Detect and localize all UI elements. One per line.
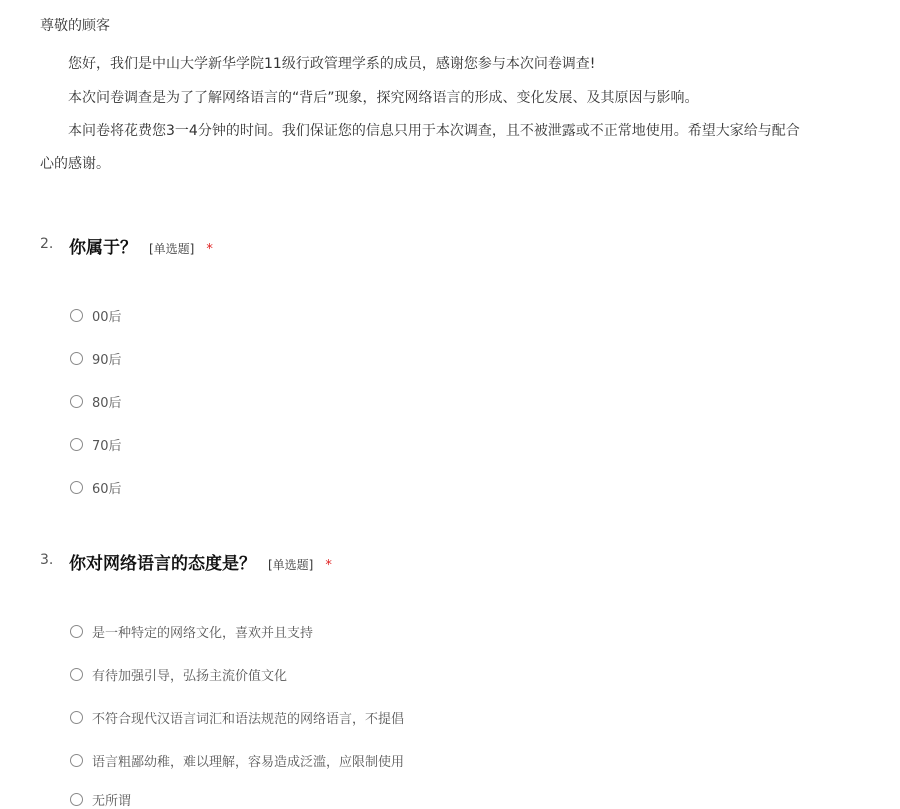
intro-paragraph: 您好，我们是中山大学新华学院11级行政管理学系的成员，感谢您参与本次问卷调查!	[68, 56, 596, 72]
option-support[interactable]	[70, 621, 313, 641]
radio-button[interactable]	[70, 793, 83, 806]
option-label: 00后	[92, 309, 122, 325]
question-title	[69, 549, 332, 574]
radio-button[interactable]	[70, 481, 83, 494]
option-70s[interactable]	[70, 434, 122, 454]
intro-paragraph: 本问卷将花费您3一4分钟的时间。我们保证您的信息只用于本次调查，且不被泄露或不正常地使用。希望大家给与配合	[68, 123, 800, 139]
required-marker: *	[325, 558, 332, 573]
option-not-recommend[interactable]	[70, 707, 404, 727]
question-type-label: [单选题]	[268, 558, 314, 572]
radio-button[interactable]	[70, 754, 83, 767]
radio-button[interactable]	[70, 711, 83, 724]
radio-button[interactable]	[70, 395, 83, 408]
radio-button[interactable]	[70, 625, 83, 638]
option-restrict[interactable]	[70, 750, 404, 770]
intro-paragraph: 本次问卷调查是为了了解网络语言的“背后”现象，探究网络语言的形成、变化发展、及其原因与影响。	[68, 90, 699, 106]
option-label: 有待加强引导，弘扬主流价值文化	[92, 668, 288, 684]
option-00s[interactable]	[70, 305, 122, 325]
option-guide[interactable]	[70, 664, 287, 684]
intro-paragraph-continued: 心的感谢。	[40, 156, 110, 172]
question-number: 2.	[40, 236, 54, 252]
option-label: 是一种特定的网络文化，喜欢并且支持	[92, 625, 314, 641]
option-80s[interactable]	[70, 391, 122, 411]
option-60s[interactable]	[70, 477, 122, 497]
option-label: 60后	[92, 481, 122, 497]
option-label: 90后	[92, 352, 122, 368]
option-label: 语言粗鄙幼稚，难以理解，容易造成泛滥，应限制使用	[92, 754, 405, 770]
radio-button[interactable]	[70, 438, 83, 451]
question-number: 3.	[40, 552, 54, 568]
question-type-label: [单选题]	[149, 242, 195, 256]
question-title-text: 你属于？	[69, 238, 137, 258]
option-label: 70后	[92, 438, 122, 454]
radio-button[interactable]	[70, 352, 83, 365]
option-90s[interactable]	[70, 348, 122, 368]
question-title	[69, 233, 213, 258]
radio-button[interactable]	[70, 668, 83, 681]
question-title-text: 你对网络语言的态度是？	[69, 554, 256, 574]
option-label: 不符合现代汉语言词汇和语法规范的网络语言，不提倡	[92, 711, 405, 727]
greeting-title: 尊敬的顾客	[40, 18, 110, 34]
option-label: 80后	[92, 395, 122, 411]
option-indifferent[interactable]	[70, 789, 131, 809]
required-marker: *	[206, 242, 213, 257]
option-label: 无所谓	[92, 793, 132, 809]
radio-button[interactable]	[70, 309, 83, 322]
